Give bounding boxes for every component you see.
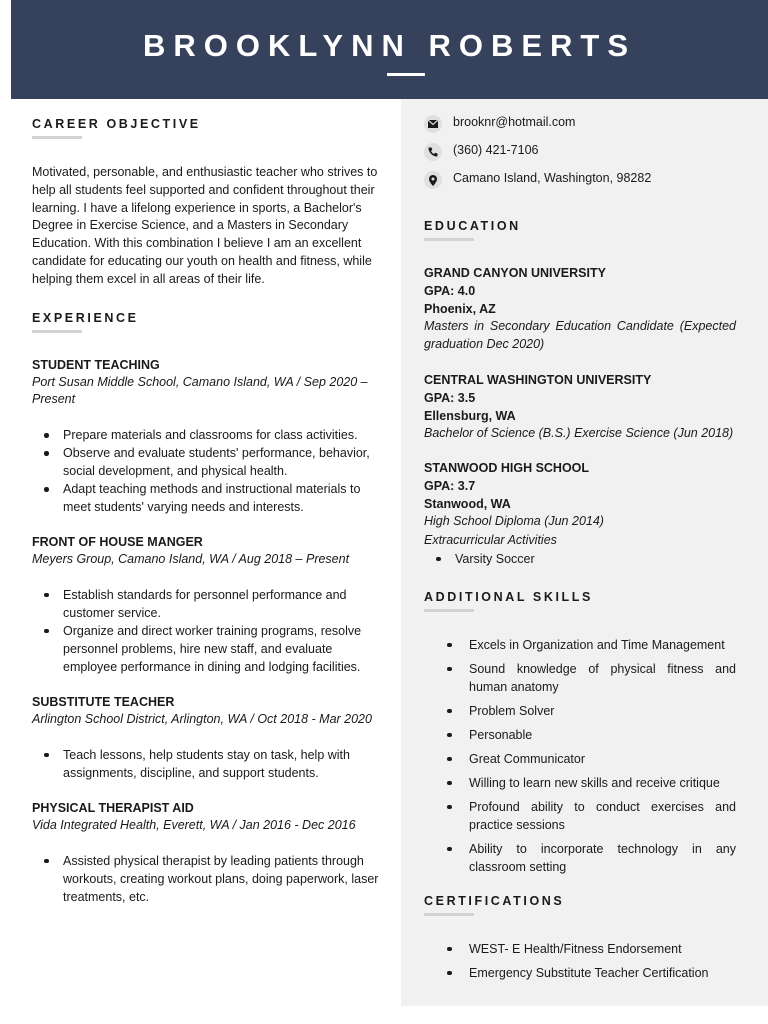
job-title: PHYSICAL THERAPIST AID: [32, 800, 194, 815]
list-item: Sound knowledge of physical fitness and human anatomy: [424, 660, 736, 696]
envelope-icon: [424, 115, 442, 133]
job-entry: [32, 799, 380, 906]
list-item: WEST- E Health/Fitness Endorsement: [424, 940, 736, 958]
section-rule: [424, 238, 474, 241]
school-location: Phoenix, AZ: [424, 302, 496, 316]
job-entry: [32, 693, 380, 782]
list-item: Assisted physical therapist by leading patients through workouts, creating workout plans, doing paperwork, laser treatments, etc.: [32, 852, 380, 906]
job-subtitle: Vida Integrated Health, Everett, WA / Jan 2016 - Dec 2016: [32, 817, 356, 832]
edu-entry: [424, 371, 736, 443]
school-gpa: GPA: 3.5: [424, 390, 476, 405]
school-location: Ellensburg, WA: [424, 408, 516, 423]
list-item: Profound ability to conduct exercises and practice sessions: [424, 798, 736, 834]
school-location: Stanwood, WA: [424, 497, 511, 512]
list-item: Adapt teaching methods and instructional materials to meet students' varying needs and interests.: [32, 480, 380, 516]
contact-location: [424, 169, 736, 197]
list-item: Excels in Organization and Time Management: [424, 636, 736, 654]
list-item: Observe and evaluate students' performance, behavior, social development, and physical health.: [32, 444, 380, 480]
section-rule: [424, 609, 474, 612]
section-rule: [32, 136, 82, 139]
objective-text: Motivated, personable, and enthusiastic teacher who strives to help all students feel supported and confident throughout their learning. I have a lifelong experience in sports, a Bachelor's Degree in Exercise Science, and a Masters in Secondary Education. With this combination I believe I am an excellent candidate for educating our youth on health and fitness, while helping them excel in all areas of their life.: [32, 165, 378, 286]
list-item: Varsity Soccer: [424, 550, 736, 568]
job-entry: [32, 356, 380, 517]
school-detail: Masters in Secondary Education Candidate (Expected graduation Dec 2020): [424, 319, 736, 351]
job-bullets: [32, 426, 380, 516]
section-title-skills: ADDITIONAL SKILLS: [424, 589, 593, 604]
phone-icon: [424, 143, 442, 161]
list-item: Personable: [424, 726, 736, 744]
job-title: STUDENT TEACHING: [32, 357, 160, 372]
school-detail: High School Diploma (Jun 2014): [424, 514, 604, 529]
job-title: FRONT OF HOUSE MANGER: [32, 535, 203, 550]
list-item: Organize and direct worker training programs, resolve personnel problems, hire new staff, and evaluate employee performance in dining and lodging facilities.: [32, 622, 380, 676]
edu-entry: [424, 459, 736, 568]
job-entry: [32, 533, 380, 676]
objective-section: [32, 115, 380, 289]
education-section: [424, 217, 736, 568]
email-text[interactable]: brooknr@hotmail.com: [453, 115, 576, 129]
job-bullets: [32, 852, 380, 906]
section-title-education: EDUCATION: [424, 219, 521, 233]
list-item: Ability to incorporate technology in any classroom setting: [424, 840, 736, 876]
certifications-section: [424, 892, 736, 982]
list-item: Problem Solver: [424, 702, 736, 720]
skills-list: [424, 636, 736, 876]
list-item: Teach lessons, help students stay on task, help with assignments, discipline, and support students.: [32, 746, 380, 782]
sidebar-column: [424, 113, 736, 988]
candidate-name: BROOKLYNN ROBERTS: [142, 28, 637, 63]
school-name: STANWOOD HIGH SCHOOL: [424, 461, 590, 476]
edu-entry: [424, 264, 736, 354]
list-item: Establish standards for personnel performance and customer service.: [32, 586, 380, 622]
contact-email: [424, 113, 736, 141]
school-name: CENTRAL WASHINGTON UNIVERSITY: [424, 372, 652, 387]
contact-phone: [424, 141, 736, 169]
job-bullets: [32, 746, 380, 782]
activities-list: [424, 550, 736, 568]
main-column: [32, 115, 380, 906]
job-subtitle: Arlington School District, Arlington, WA / Oct 2018 - Mar 2020: [32, 711, 372, 726]
certifications-list: [424, 940, 736, 982]
section-title-objective: CAREER OBJECTIVE: [32, 117, 201, 131]
list-item: Willing to learn new skills and receive critique: [424, 774, 736, 792]
header-banner: [11, 0, 768, 99]
contact-block: [424, 113, 736, 197]
school-gpa: GPA: 4.0: [424, 284, 476, 298]
section-title-experience: EXPERIENCE: [32, 310, 139, 325]
school-name: GRAND CANYON UNIVERSITY: [424, 266, 606, 280]
job-subtitle: Port Susan Middle School, Camano Island, WA / Sep 2020 – Present: [32, 374, 368, 407]
school-detail: Bachelor of Science (B.S.) Exercise Science (Jun 2018): [424, 425, 734, 440]
list-item: Great Communicator: [424, 750, 736, 768]
section-rule: [32, 330, 82, 333]
location-text: Camano Island, Washington, 98282: [453, 171, 652, 185]
section-rule: [424, 913, 474, 916]
list-item: Prepare materials and classrooms for class activities.: [32, 426, 380, 444]
extracurricular-label: Extracurricular Activities: [424, 533, 557, 548]
job-title: SUBSTITUTE TEACHER: [32, 694, 175, 709]
experience-section: [32, 309, 380, 906]
school-gpa: GPA: 3.7: [424, 479, 476, 494]
map-pin-icon: [424, 171, 442, 189]
section-title-certifications: CERTIFICATIONS: [424, 893, 565, 908]
job-bullets: [32, 586, 380, 676]
list-item: Emergency Substitute Teacher Certification: [424, 964, 736, 982]
phone-text[interactable]: (360) 421-7106: [453, 143, 539, 157]
name-underline: [387, 73, 425, 76]
job-subtitle: Meyers Group, Camano Island, WA / Aug 2018 – Present: [32, 552, 350, 567]
skills-section: [424, 588, 736, 876]
